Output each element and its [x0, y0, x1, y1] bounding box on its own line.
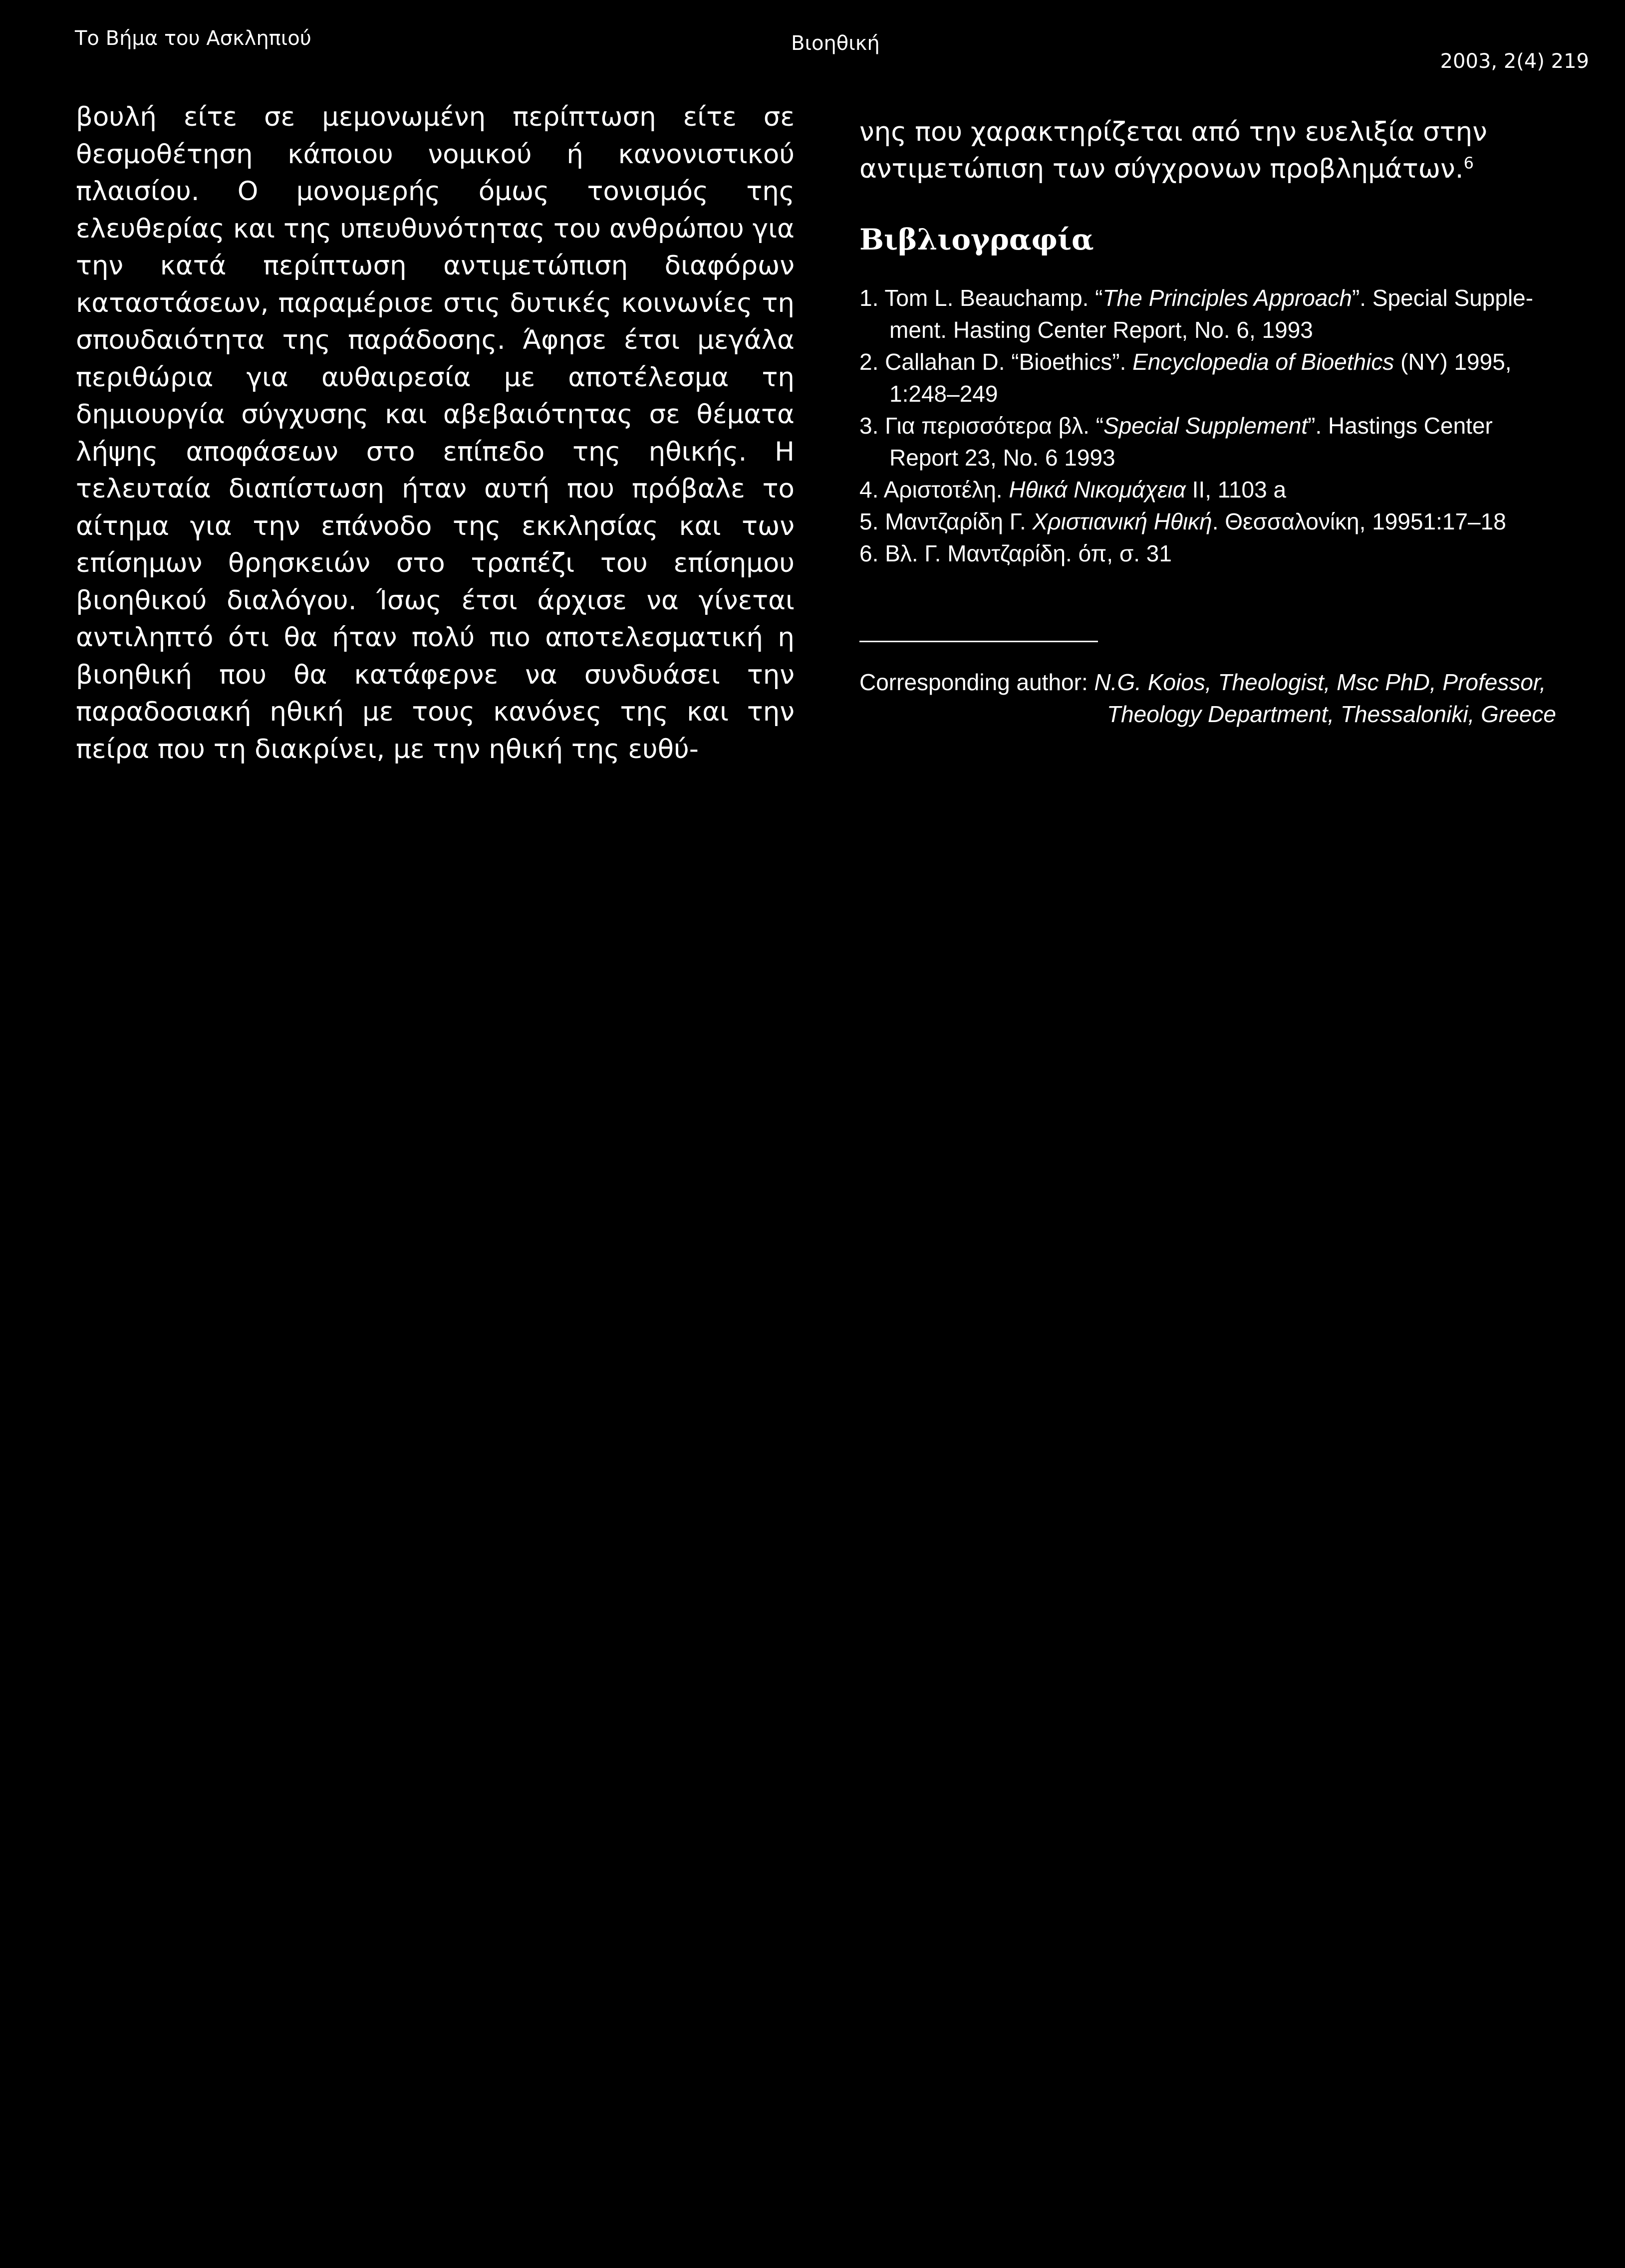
- reference-text: Callahan D. “Bioethics”.: [885, 349, 1133, 375]
- reference-italic: Ηθικά Νικομάχεια: [1009, 477, 1186, 503]
- reference-list: [859, 282, 1588, 569]
- reference-text: Βλ. Γ. Μαντζαρίδη. όπ, σ. 31: [885, 540, 1172, 566]
- reference-number: 4.: [859, 477, 879, 503]
- footnote-mark: 6: [1463, 153, 1474, 173]
- footnote-divider: [859, 641, 1098, 642]
- reference-number: 2.: [859, 349, 879, 375]
- reference-number: 1.: [859, 285, 879, 311]
- reference-italic: Special Supplement: [1103, 413, 1308, 439]
- reference-text: Αριστοτέλη.: [883, 477, 1009, 503]
- reference-text: Tom L. Beauchamp. “: [884, 285, 1103, 311]
- reference-item: [859, 505, 1588, 537]
- reference-text-end: (NY) 1995,: [1394, 349, 1512, 375]
- reference-italic: Χριστιανική Ηθική: [1032, 508, 1212, 534]
- reference-item: [859, 537, 1588, 569]
- section-title: Βιοηθική: [791, 32, 880, 55]
- bibliography-heading: Βιβλιογραφία: [859, 223, 1094, 256]
- reference-text-end: ”. Special Supple-: [1352, 285, 1534, 311]
- corresponding-author-name: N.G. Koios, Theologist, Msc PhD, Professor,: [1094, 669, 1546, 695]
- reference-item: [859, 474, 1588, 505]
- journal-title: Το Βήμα του Ασκληπιού: [75, 27, 311, 50]
- reference-text-end: . Θεσσαλονίκη, 19951:17–18: [1212, 508, 1506, 534]
- reference-item: [859, 410, 1588, 474]
- running-header: [0, 22, 1625, 73]
- corresponding-author: [859, 666, 1578, 730]
- reference-continuation: ment. Hasting Center Report, No. 6, 1993: [889, 317, 1313, 343]
- reference-item: [859, 282, 1588, 346]
- body-paragraph-continued: [859, 114, 1578, 188]
- reference-text: Μαντζαρίδη Γ.: [885, 508, 1033, 534]
- body-text: νης που χαρακτηρίζεται από την ευελιξία στην αντιμετώπιση των σύγχρονων προβλημάτων.: [859, 117, 1487, 184]
- reference-number: 5.: [859, 508, 879, 534]
- corresponding-author-affiliation: Theology Department, Thessaloniki, Greece: [1107, 701, 1556, 727]
- corresponding-author-label: Corresponding author:: [859, 669, 1088, 695]
- issue-info: 2003, 2(4) 219: [1440, 50, 1589, 73]
- reference-continuation: 1:248–249: [889, 381, 998, 407]
- right-column: [859, 114, 1578, 188]
- reference-number: 6.: [859, 540, 879, 566]
- reference-item: [859, 346, 1588, 410]
- reference-italic: The Principles Approach: [1102, 285, 1352, 311]
- reference-italic: Encyclopedia of Bioethics: [1132, 349, 1394, 375]
- reference-text-end: ΙΙ, 1103 a: [1185, 477, 1287, 503]
- left-column: [76, 99, 795, 768]
- body-paragraph: βουλή είτε σε μεμονωμένη περίπτωση είτε σε θεσμοθέτηση κάποιου νομικού ή κανονιστικού πλαισίου. Ο μονομερής όμως τονισμός της ελευθερίας και της υπευθυνότητας του ανθρώπου για την κατά περίπτωση αντιμετώπιση διαφόρων καταστάσεων, παραμέρισε στις δυτικές κοινωνίες τη σπουδαιότητα της παράδοσης. Άφησε έτσι μεγάλα περιθώρια για αυθαιρεσία με αποτέλεσμα τη δημιουργία σύγχυσης και αβεβαιότητας σε θέματα λήψης αποφάσεων στο επίπεδο της ηθικής. Η τελευταία διαπίστωση ήταν αυτή που πρόβαλε το αίτημα για την επάνοδο της εκκλησίας και των επίσημων θρησκειών στο τραπέζι του επίσημου βιοηθικού διαλόγου. Ίσως έτσι άρχισε να γίνεται αντιληπτό ότι θα ήταν πολύ πιο αποτελεσματική η βιοηθική που θα κατάφερνε να συνδυάσει την παραδοσιακή ηθική με τους κανόνες της και την πείρα που τη διακρίνει, με την ηθική της ευθύ-: [76, 102, 795, 764]
- reference-text: Για περισσότερα βλ. “: [885, 413, 1104, 439]
- reference-text-end: ”. Hastings Center: [1308, 413, 1493, 439]
- reference-number: 3.: [859, 413, 879, 439]
- reference-continuation: Report 23, No. 6 1993: [889, 445, 1115, 471]
